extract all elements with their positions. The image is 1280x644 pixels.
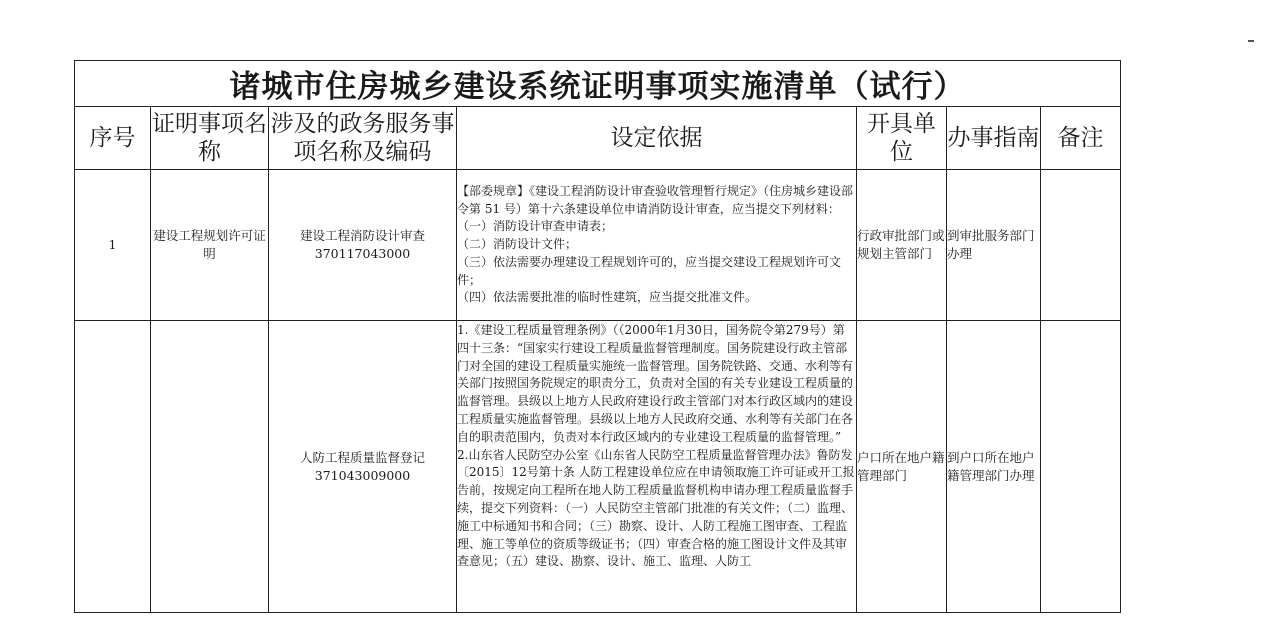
basis-line: （三）依法需要办理建设工程规划许可的，应当提交建设工程规划许可文件； bbox=[457, 254, 842, 287]
header-remark: 备注 bbox=[1041, 107, 1121, 170]
row-seq bbox=[75, 321, 151, 613]
scan-mark bbox=[1248, 40, 1254, 42]
row-guide: 到户口所在地户籍管理部门办理 bbox=[947, 321, 1041, 613]
row-remark bbox=[1041, 321, 1121, 613]
basis-line: （四）依法需要批准的临时性建筑，应当提交批准文件。 bbox=[457, 290, 758, 305]
basis-line: （二）消防设计文件； bbox=[457, 237, 578, 252]
row-service bbox=[269, 170, 457, 321]
service-name: 人防工程质量监督登记 bbox=[299, 449, 425, 465]
row-basis bbox=[457, 321, 857, 613]
header-seq: 序号 bbox=[75, 107, 151, 170]
row-remark bbox=[1041, 170, 1121, 321]
row-cert-name bbox=[151, 321, 269, 613]
row-basis bbox=[457, 170, 857, 321]
row-seq: 1 bbox=[75, 170, 151, 321]
page-title: 诸城市住房城乡建设系统证明事项实施清单（试行） bbox=[75, 61, 1121, 107]
basis-line: 1.《建设工程质量管理条例》（（2000年1月30日，国务院令第279号）第四十三条：“国家实行建设工程质量监督管理制度。国务院建设行政主管部门对全国的建设工程质量实施统一监督管理。国务院铁路、交通、水利等有关部门按照国务院规定的职责分工，负责对全国的有关专业建设工程质量的监督管理。县级以上地方人民政府建设行政主管部门对本行政区域内的建设工程质量实施监督管理。县级以上地方人民政府交通、水利等有关部门在各自的职责范围内，负责对本行政区域内的专业建设工程质量的监督管理。” bbox=[457, 323, 854, 444]
header-service: 涉及的政务服务事项名称及编码 bbox=[269, 107, 457, 170]
service-name: 建设工程消防设计审查 bbox=[299, 228, 425, 243]
row-guide: 到审批服务部门办理 bbox=[947, 170, 1041, 321]
row-service bbox=[269, 321, 457, 613]
basis-line: 2.山东省人民防空办公室《山东省人民防空工程质量监督管理办法》鲁防发〔2015〕12号第十条 人防工程建设单位应在申请领取施工许可证或开工报告前，按规定向工程所在地人防工程质量监督机构申请办理工程质量监督手续，提交下列资料：（一）人民防空主管部门批准的有关文件；（二）监理、施工中标通知书和合同；（三）勘察、设计、人防工程施工图审查、工程监理、施工等单位的资质等级证书；（四）审查合格的施工图设计文件及其审查意见；（五）建设、勘察、设计、施工、监理、人防工 bbox=[457, 447, 855, 569]
table-row bbox=[75, 170, 1121, 321]
header-issuer: 开具单位 bbox=[857, 107, 947, 170]
row-issuer: 行政审批部门或规划主管部门 bbox=[857, 170, 947, 321]
service-code: 370117043000 bbox=[314, 246, 411, 261]
header-basis: 设定依据 bbox=[457, 107, 857, 170]
header-guide: 办事指南 bbox=[947, 107, 1041, 170]
row-cert-name: 建设工程规划许可证明 bbox=[151, 170, 269, 321]
basis-line: 【部委规章】《建设工程消防设计审查验收管理暂行规定》（住房城乡建设部令第 51 号）第十六条建设单位申请消防设计审查，应当提交下列材料： bbox=[457, 183, 854, 216]
certificate-list-table bbox=[74, 60, 1121, 613]
basis-line: （一）消防设计审查申请表； bbox=[457, 219, 614, 234]
table-row bbox=[75, 321, 1121, 613]
header-name: 证明事项名称 bbox=[151, 107, 269, 170]
header-row bbox=[75, 107, 1121, 170]
row-issuer: 户口所在地户籍管理部门 bbox=[857, 321, 947, 613]
service-code: 371043009000 bbox=[314, 467, 411, 483]
